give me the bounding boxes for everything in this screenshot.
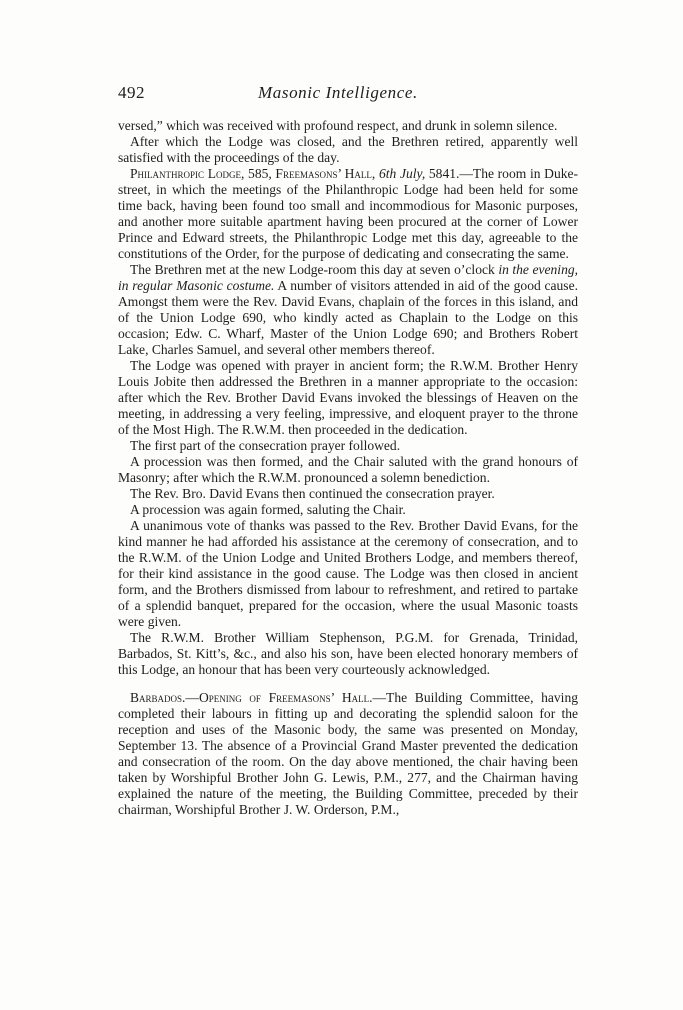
section-heading: Philanthropic Lodge, 585, Freemasons’ Hall, bbox=[130, 166, 376, 181]
page-header bbox=[118, 83, 578, 107]
paragraph-text: After which the Lodge was closed, and the Brethren retired, apparently well satisfied with the proceedings of the day. bbox=[118, 134, 578, 165]
paragraph-text: —The Building Committee, having completed their labours in fitting up and decorating the splendid saloon for the reception and uses of the Masonic body, the same was presented on Monday, September 13. The absence of a Provincial Grand Master prevented the dedication and consecration of the room. On the day above mentioned, the chair having been taken by Worshipful Brother John G. Lewis, P.M., 277, and the Chairman having explained the nature of the meeting, the Building Committee, preceded by their chairman, Worshipful Brother J. W. Orderson, P.M., bbox=[118, 690, 578, 817]
section-date: 6th July, bbox=[379, 166, 426, 181]
paragraph-text-lead: The Brethren met at the new Lodge-room this day at seven o’clock bbox=[130, 262, 495, 277]
paragraph-text: The first part of the consecration prayer followed. bbox=[130, 438, 401, 453]
paragraph-vote-of-thanks bbox=[118, 518, 578, 630]
paragraph-brethren-met bbox=[118, 262, 578, 358]
page-number: 492 bbox=[118, 83, 145, 102]
paragraph-consecration-prayer bbox=[118, 438, 578, 454]
paragraph-closing-toast bbox=[118, 118, 578, 134]
paragraph-text: A number of visitors attended in aid of the good cause. Amongst them were the Rev. David Evans, chaplain of the forces in this island, and of the Union Lodge 690, who kindly acted as Chaplain to the Lodge on this occasion; Edw. C. Wharf, Master of the Union Lodge 690; and Brothers Robert Lake, Charles Samuel, and several other members thereof. bbox=[118, 278, 578, 357]
paragraph-rev-evans bbox=[118, 486, 578, 502]
paragraph-text: versed,” which was received with profound respect, and drunk in solemn silence. bbox=[118, 118, 558, 133]
paragraph-text: A procession was again formed, saluting the Chair. bbox=[130, 502, 406, 517]
paragraph-procession-again bbox=[118, 502, 578, 518]
paragraph-text: A procession was then formed, and the Chair saluted with the grand honours of Masonry; after which the R.W.M. pronounced a solemn benediction. bbox=[118, 454, 578, 485]
body-text bbox=[118, 118, 578, 818]
paragraph-text: The Rev. Bro. David Evans then continued the consecration prayer. bbox=[130, 486, 495, 501]
paragraph-text: A unanimous vote of thanks was passed to the Rev. Brother David Evans, for the kind manner he had afforded his assistance at the ceremony of consecration, and to the R.W.M. of the Union Lodge and United Brothers Lodge, and members thereof, for their kind assistance in the good cause. The Lodge was then closed in ancient form, and the Brothers dismissed from labour to refreshment, and retired to partake of a splendid banquet, prepared for the occasion, where the usual Masonic toasts were given. bbox=[118, 518, 578, 629]
section-heading: Barbados.—Opening of Freemasons’ Hall. bbox=[130, 690, 373, 705]
paragraph-text: 5841.—The room in Duke-street, in which the meetings of the Philanthropic Lodge had been held for some time back, having been found too small and incommodious for Masonic purposes, and another more suitable apartment having been procured at the corner of Lower Prince and Edward streets, the Philanthropic Lodge met this day, agreeable to the constitutions of the Order, for the purpose of dedicating and consecrating the same. bbox=[118, 166, 579, 261]
paragraph-text: The Lodge was opened with prayer in ancient form; the R.W.M. Brother Henry Louis Jobite then addressed the Brethren in a manner appropriate to the occasion: after which the Rev. Brother David Evans invoked the blessings of Heaven on the meeting, in addressing a very feeling, impressive, and eloquent prayer to the throne of the Most High. The R.W.M. then proceeded in the dedication. bbox=[118, 358, 578, 437]
paragraph-text: The R.W.M. Brother William Stephenson, P.G.M. for Grenada, Trinidad, Barbados, St. Kitt’s, &c., and also his son, have been elected honorary members of this Lodge, an honour that has been very courteously acknowledged. bbox=[118, 630, 578, 677]
paragraph-barbados-hall bbox=[118, 690, 578, 818]
paragraph-lodge-closed bbox=[118, 134, 578, 166]
running-title: Masonic Intelligence. bbox=[258, 83, 418, 102]
paragraph-honorary-members bbox=[118, 630, 578, 678]
paragraph-philanthropic-lodge bbox=[118, 166, 578, 262]
paragraph-procession-formed bbox=[118, 454, 578, 486]
paragraph-lodge-opened bbox=[118, 358, 578, 438]
paragraph-emphasis: in the evening, in regular Masonic costume. bbox=[118, 262, 578, 293]
